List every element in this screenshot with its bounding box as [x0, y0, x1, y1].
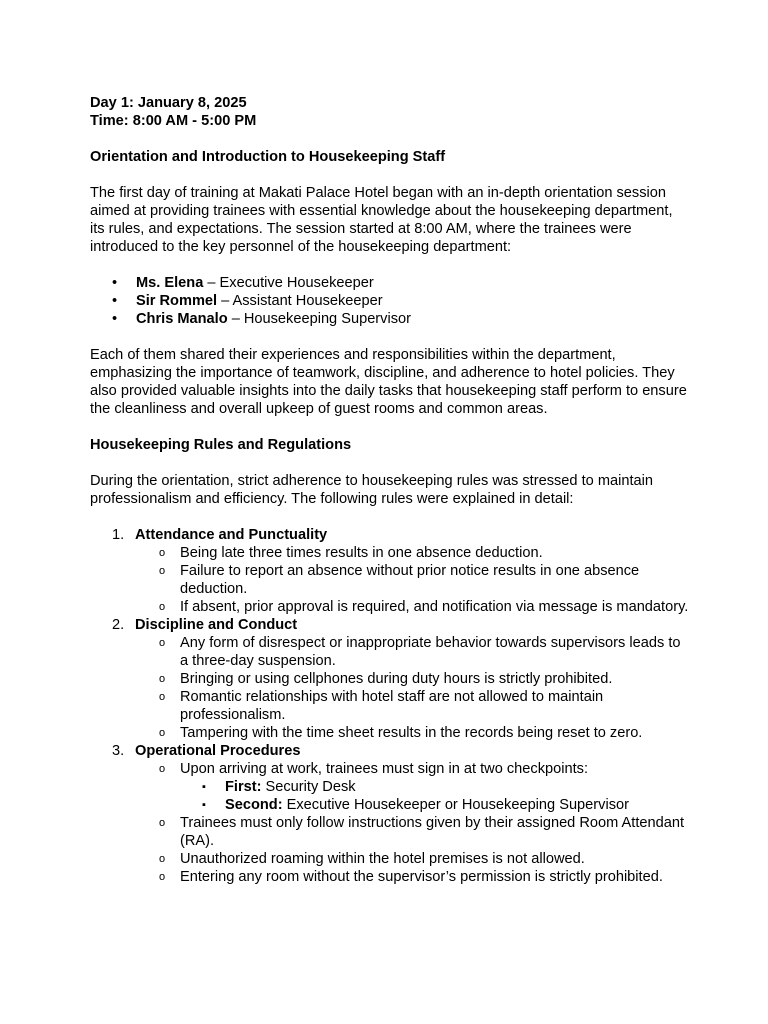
orientation-intro: The first day of training at Makati Palace Hotel began with an in-depth orientation session aimed at providing trainees with essential knowledge about the housekeeping department, its rules, and expectations. The session started at 8:00 AM, where the trainees were introduced to the key personnel of the housekeeping department: — [90, 185, 673, 255]
list-item: o Entering any room without the supervisor’s permission is strictly prohibited. — [135, 868, 690, 886]
orientation-summary: Each of them shared their experiences and responsibilities within the department, emphasizing the importance of teamwork, discipline, and adherence to hotel policies. They also provided valuable insights into the daily tasks that housekeeping staff perform to ensure the cleanliness and overall upkeep of guest rooms and common areas. — [90, 347, 687, 417]
list-item: o Unauthorized roaming within the hotel premises is not allowed. — [135, 850, 690, 868]
rule-discipline: 2. Discipline and Conduct o Any form of disrespect or inappropriate behavior towards supervisors leads to a three-day suspension. o Bringing or using cellphones during duty hours is strictly prohibited. o Romantic relationships with hotel staff are not allowed to maintain professionalism. o Tampering with the time sheet results in the records being reset to zero. — [90, 616, 690, 742]
document-page — [90, 94, 690, 886]
checkpoint-item: ▪ Second: Executive Housekeeper or Housekeeping Supervisor — [180, 796, 690, 814]
list-item: o Upon arriving at work, trainees must sign in at two checkpoints: ▪ First: Security Desk ▪ Second: Executive Housekeeper or Housekeeping Supervisor — [135, 760, 690, 814]
checkpoint-item: ▪ First: Security Desk — [180, 778, 690, 796]
rules-intro: During the orientation, strict adherence to housekeeping rules was stressed to maintain professionalism and efficiency. The following rules were explained in detail: — [90, 473, 653, 507]
orientation-heading: Orientation and Introduction to Housekeeping Staff — [90, 149, 446, 165]
list-item: o Tampering with the time sheet results in the records being reset to zero. — [135, 724, 690, 742]
list-item: o Bringing or using cellphones during duty hours is strictly prohibited. — [135, 670, 690, 688]
list-item: • Ms. Elena – Executive Housekeeper — [90, 274, 690, 292]
list-item: o Romantic relationships with hotel staff are not allowed to maintain professionalism. — [135, 688, 690, 724]
list-item: • Sir Rommel – Assistant Housekeeper — [90, 292, 690, 310]
staff-list — [90, 274, 690, 328]
list-item: o Being late three times results in one absence deduction. — [135, 544, 690, 562]
time-heading: Time: 8:00 AM - 5:00 PM — [90, 113, 257, 129]
list-item: o Any form of disrespect or inappropriate behavior towards supervisors leads to a three-day suspension. — [135, 634, 690, 670]
list-item: o If absent, prior approval is required, and notification via message is mandatory. — [135, 598, 690, 616]
rule-attendance: 1. Attendance and Punctuality o Being late three times results in one absence deduction. o Failure to report an absence without prior notice results in one absence deduction. o If absent, prior approval is required, and notification via message is mandatory. — [90, 526, 690, 616]
rule-operational: 3. Operational Procedures o Upon arriving at work, trainees must sign in at two checkpoints: ▪ First: Security Desk ▪ Second: Executive Housekeeper or Housekeeping Supervisor o Trainees must only follow instructions given by their assigned Room Attendant (RA). o Unauthorized roaming within the hotel premises is not allowed. o Entering any room without the supervisor’s permission is strictly prohibited. — [90, 742, 690, 886]
rules-list — [90, 526, 690, 886]
list-item: o Trainees must only follow instructions given by their assigned Room Attendant (RA). — [135, 814, 690, 850]
list-item: • Chris Manalo – Housekeeping Supervisor — [90, 310, 690, 328]
rules-heading: Housekeeping Rules and Regulations — [90, 437, 352, 453]
list-item: o Failure to report an absence without prior notice results in one absence deduction. — [135, 562, 690, 598]
day-heading: Day 1: January 8, 2025 — [90, 95, 247, 111]
